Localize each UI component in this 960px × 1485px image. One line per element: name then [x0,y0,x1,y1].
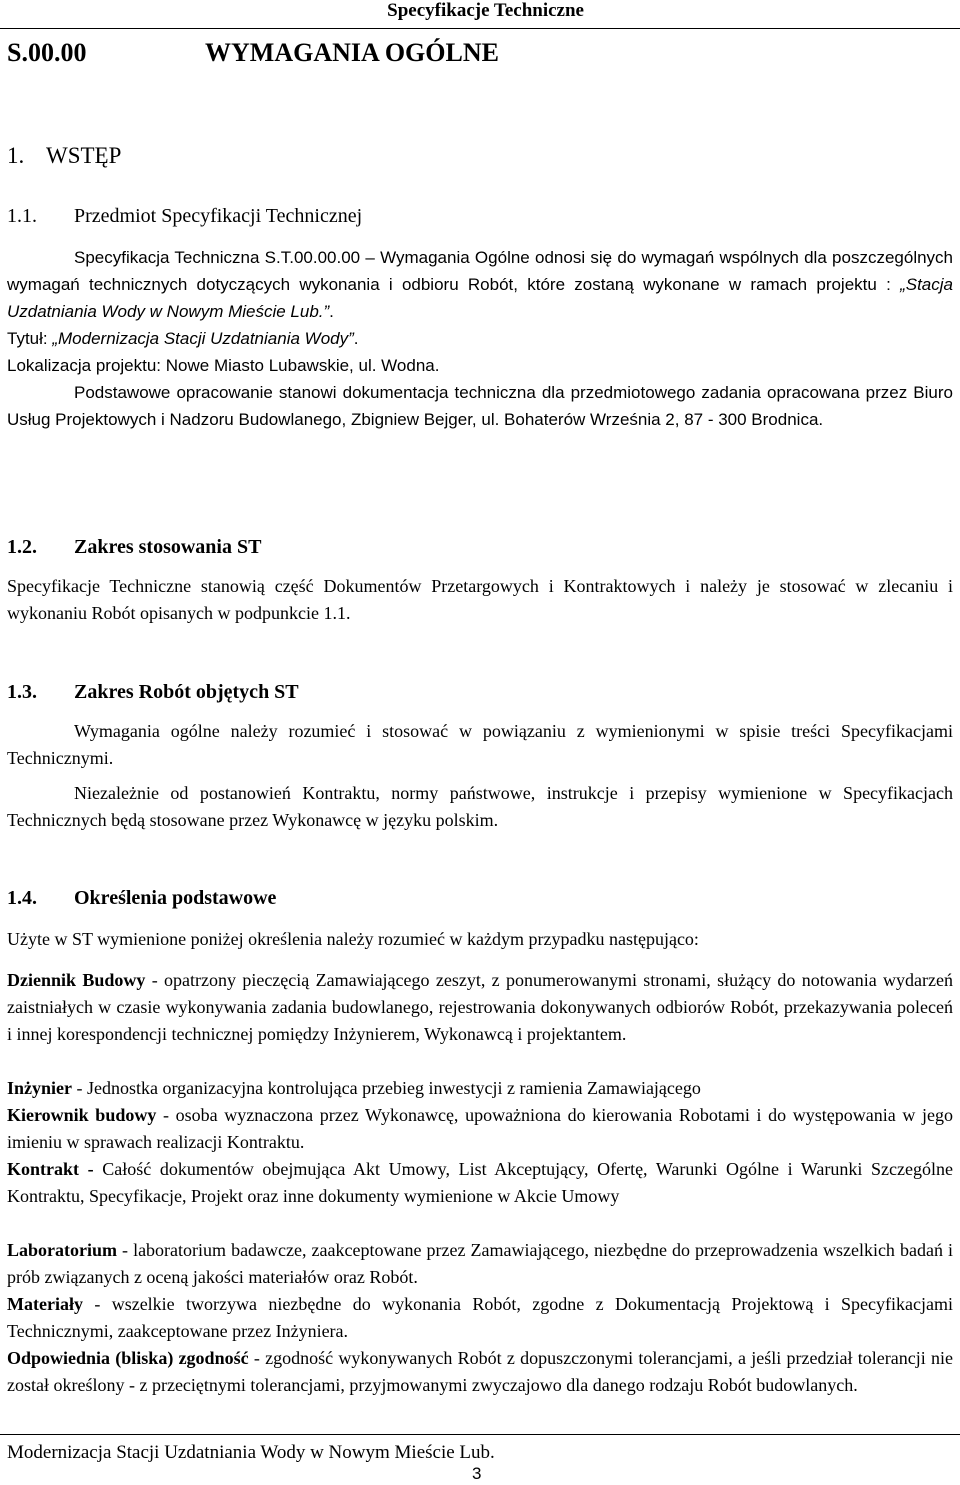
paragraph-text: Specyfikacja Techniczna S.T.00.00.00 – Wymagania Ogólne odnosi się do wymagań wspólnych dla poszczególnych wymagań technicznych dotyczących wykonania i odbioru Robót, które zostaną wykonane w ramach projektu : [7,248,953,294]
definitions-intro: Użyte w ST wymienione poniżej określenia należy rozumieć w każdym przypadku następująco: [7,929,699,949]
project-title-line [7,325,953,352]
section-title: Określenia podstawowe [74,887,277,909]
definition-text: - zgodność wykonywanych Robót z dopuszczonymi tolerancjami, a jeśli przedział tolerancji nie został określony - z przeciętnymi tolerancjami, przyjmowanymi zwyczajowo dla danego rodzaju Robót budowlanych. [7,1348,953,1395]
section-number: 1.1. [7,205,37,227]
definition-term: Kierownik budowy [7,1105,157,1125]
section-1-2-heading [7,536,261,559]
section-number: 1.2. [7,536,37,558]
section-1-1-paragraph-1 [7,244,953,325]
definition-kierownik-budowy [7,1102,953,1156]
paragraph-text: . [329,302,334,321]
section-number: 1.4. [7,887,37,909]
section-title: Przedmiot Specyfikacji Technicznej [74,205,363,227]
footer-text: Modernizacja Stacji Uzdatniania Wody w Nowym Mieście Lub. [7,1442,495,1463]
definition-text: - osoba wyznaczona przez Wykonawcę, upoważniona do kierowania Robotami i do występowania w jego imieniu w sprawach realizacji Kontraktu. [7,1105,953,1152]
section-1-3-paragraph-2: Niezależnie od postanowień Kontraktu, normy państwowe, instrukcje i przepisy wymienione w Specyfikacjach Technicznych będą stosowane przez Wykonawcę w języku polskim. [7,783,953,830]
page-header: Specyfikacje Techniczne [387,0,584,21]
definition-term: Kontrakt - [7,1159,94,1179]
section-1-1-heading [7,205,362,228]
document-title: WYMAGANIA OGÓLNE [205,38,499,67]
header-rule [0,28,960,29]
section-1-heading [7,143,121,169]
project-location: Lokalizacja projektu: Nowe Miasto Lubawskie, ul. Wodna. [7,356,440,375]
section-1-2-paragraph: Specyfikacje Techniczne stanowią część Dokumentów Przetargowych i Kontraktowych i należy je stosować w zlecaniu i wykonaniu Robót opisanych w podpunkcie 1.1. [7,576,953,623]
definition-odpowiednia-zgodnosc [7,1345,953,1399]
paragraph-text: . [353,329,359,348]
definition-term: Dziennik Budowy [7,970,146,990]
definition-kontrakt [7,1156,953,1210]
definition-dziennik-budowy [7,967,953,1048]
definition-text: - opatrzony pieczęcią Zamawiającego zeszyt, z ponumerowanymi stronami, służący do notowania wydarzeń zaistniałych w czasie wykonywania zadania budowlanego, rejestrowania dokonywanych odbiorów Robót, przekazywania poleceń i innej korespondencji technicznej pomiędzy Inżynierem, Wykonawcą i projektantem. [7,970,953,1044]
definition-text: - laboratorium badawcze, zaakceptowane przez Zamawiającego, niezbędne do przeprowadzenia wszelkich badań i prób związanych z oceną jakości materiałów oraz Robót. [7,1240,953,1287]
section-title: Zakres Robót objętych ST [74,681,299,703]
document-code: S.00.00 [7,38,87,67]
section-title: WSTĘP [46,143,122,168]
section-1-3-paragraph-1: Wymagania ogólne należy rozumieć i stosować w powiązaniu z wymienionymi w spisie treści Specyfikacjami Technicznymi. [7,721,953,768]
definition-term: Inżynier [7,1078,72,1098]
section-number: 1.3. [7,681,37,703]
footer-rule [0,1434,960,1435]
section-1-4-heading [7,887,276,910]
definition-term: Laboratorium [7,1240,117,1260]
title-label: Tytuł: [7,329,53,348]
section-title: Zakres stosowania ST [74,536,262,558]
section-1-3-heading [7,681,299,704]
definition-term: Materiały [7,1294,83,1314]
section-number: 1. [7,143,25,168]
definition-term: Odpowiednia (bliska) zgodność [7,1348,249,1368]
definition-text: Całość dokumentów obejmująca Akt Umowy, List Akceptujący, Ofertę, Warunki Ogólne i Warunki Szczególne Kontraktu, Specyfikacje, Projekt oraz inne dokumenty wymienione w Akcie Umowy [7,1159,953,1206]
definition-materialy [7,1291,953,1345]
definition-laboratorium [7,1237,953,1291]
definition-text: - wszelkie tworzywa niezbędne do wykonania Robót, zgodne z Dokumentacją Projektową i Specyfikacjami Technicznymi, zaakceptowane przez Inżyniera. [7,1294,953,1341]
definition-text: - Jednostka organizacyjna kontrolująca przebieg inwestycji z ramienia Zamawiającego [72,1078,701,1098]
page-number: 3 [472,1464,482,1483]
definition-inzynier [7,1075,953,1102]
project-name: „Stacja Uzdatniania Wody w Nowym Mieście Lub.” [7,275,953,321]
title-value: „Modernizacja Stacji Uzdatniania Wody” [52,329,354,348]
section-1-1-paragraph-2: Podstawowe opracowanie stanowi dokumentacja techniczna dla przedmiotowego zadania opracowana przez Biuro Usług Projektowych i Nadzoru Budowlanego, Zbigniew Bejger, ul. Bohaterów Września 2, 87 - 300 Brodnica. [7,383,953,429]
